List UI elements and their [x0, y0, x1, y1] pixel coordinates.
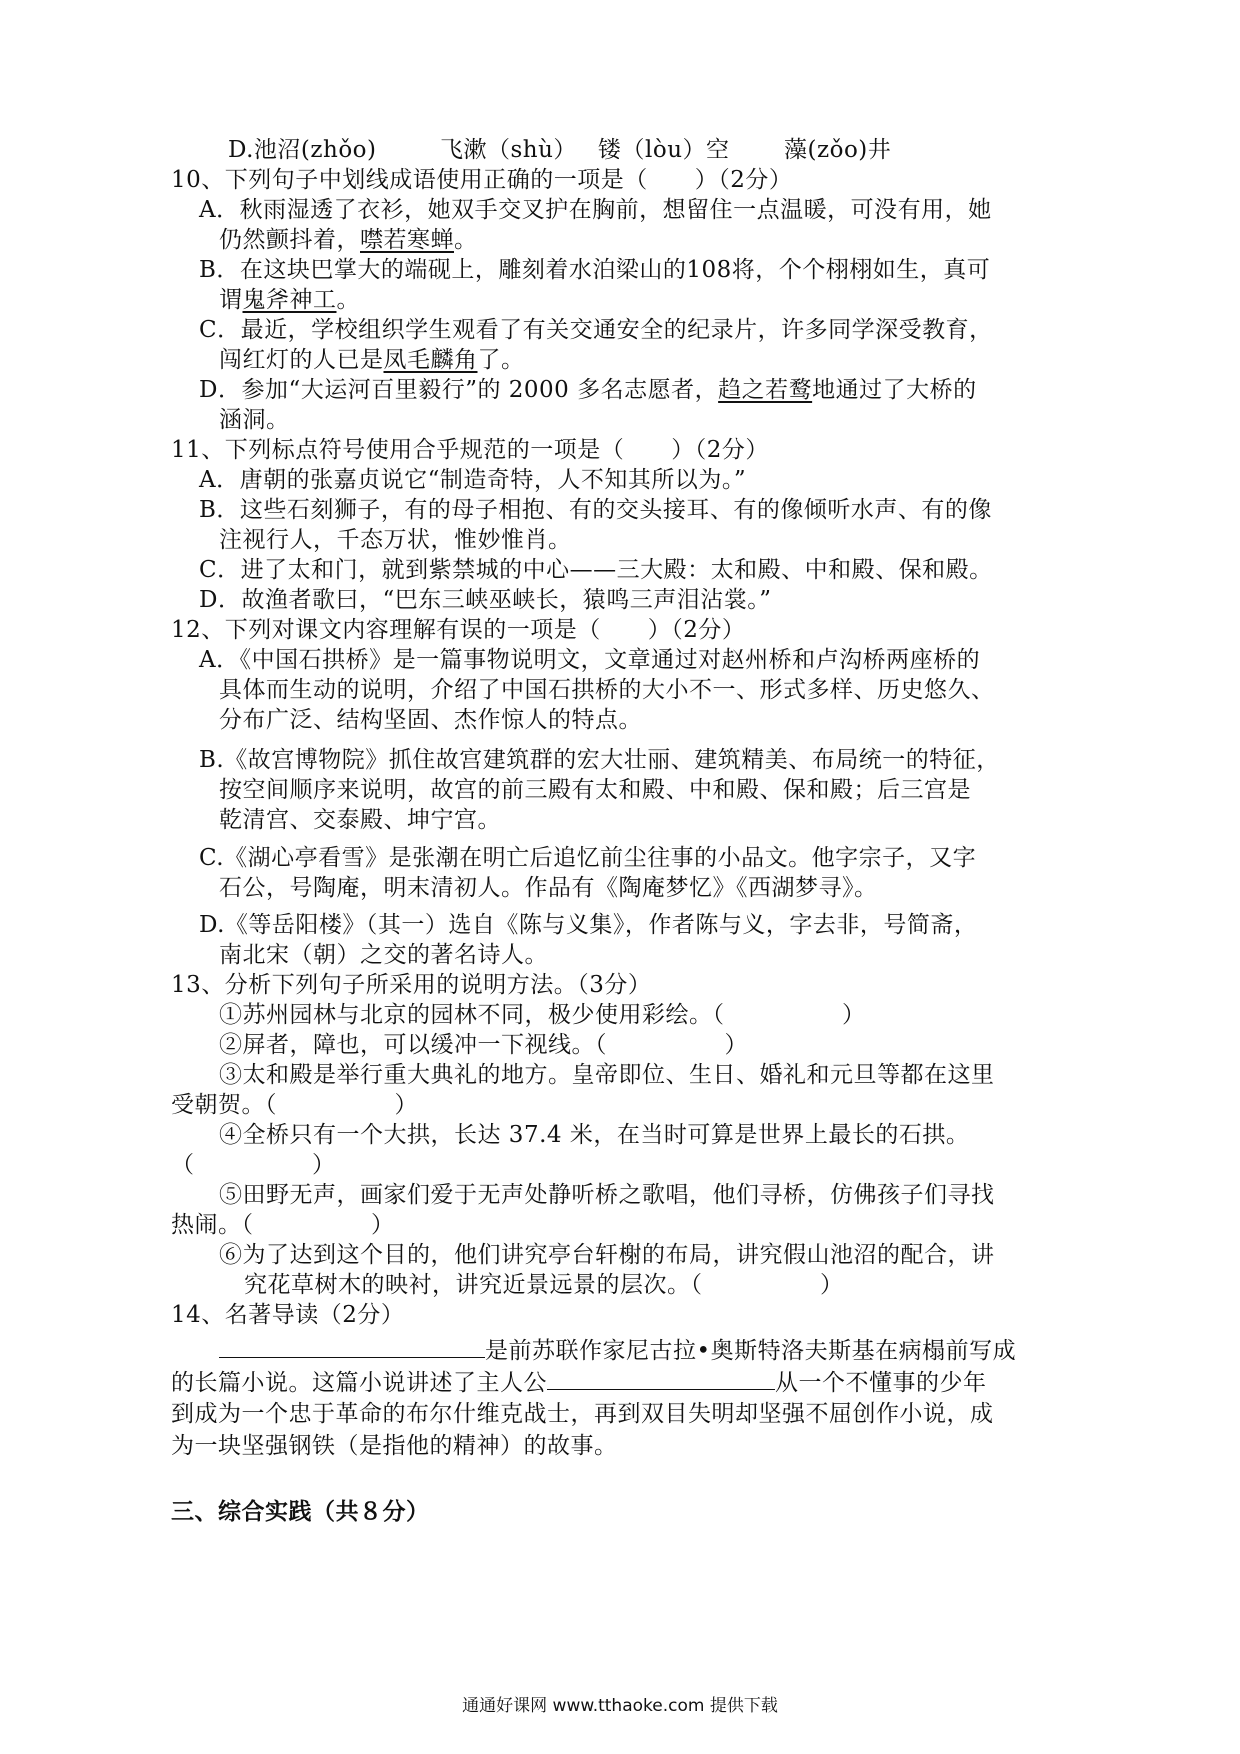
q13-sentence-5-cont: 热闹。（ ）: [171, 1212, 395, 1238]
q12-stem: 12、下列对课文内容理解有误的一项是（ ）（2分）: [171, 617, 746, 643]
q13-sentence-1: ①苏州园林与北京的园林不同，极少使用彩绘。（ ）: [219, 1002, 866, 1028]
q10-option-a-cont: 仍然颤抖着，噤若寒蝉。: [219, 227, 478, 253]
q14-line-1: 是前苏联作家尼古拉•奥斯特洛夫斯基在病榻前写成: [219, 1335, 1016, 1366]
q10-option-b: B．在这块巴掌大的端砚上，雕刻着水泊梁山的108将，个个栩栩如生，真可: [199, 257, 991, 283]
q10-option-c: C．最近，学校组织学生观看了有关交通安全的纪录片，许多同学深受教育，: [199, 317, 993, 343]
q13-stem: 13、分析下列句子所采用的说明方法。（3分）: [171, 972, 652, 998]
q12-option-a: A．《中国石拱桥》是一篇事物说明文，文章通过对赵州桥和卢沟桥两座桥的: [199, 647, 981, 673]
q11-stem: 11、下列标点符号使用合乎规范的一项是（ ）（2分）: [171, 437, 769, 463]
q10-c-idiom: 凤毛麟角: [383, 347, 478, 373]
q12-option-d: D.《等岳阳楼》（其一）选自《陈与义集》，作者陈与义，字去非，号简斋，: [199, 912, 978, 938]
q10-stem: 10、下列句子中划线成语使用正确的一项是（ ）（2分）: [171, 167, 793, 193]
q11-option-a: A．唐朝的张嘉贞说它“制造奇特，人不知其所以为。”: [199, 467, 747, 493]
q11-option-b-cont: 注视行人，千态万状，惟妙惟肖。: [219, 527, 572, 553]
q9-d-term-4: 藻(zǒo)井: [784, 137, 892, 163]
q10-option-d-cont: 涵洞。: [219, 407, 290, 433]
q12-option-b: B.《故宫博物院》抓住故宫建筑群的宏大壮丽、建筑精美、布局统一的特征，: [199, 747, 1000, 773]
q13-sentence-4-cont: （ ）: [171, 1152, 336, 1178]
q14-stem: 14、名著导读（2分）: [171, 1302, 405, 1328]
q12-option-c: C.《湖心亭看雪》是张潮在明亡后追忆前尘往事的小品文。他字宗子，又字: [199, 845, 977, 871]
q14-blank-1[interactable]: [219, 1335, 485, 1358]
q10-option-c-cont: 闯红灯的人已是凤毛麟角了。: [219, 347, 525, 373]
q12-option-b-cont-2: 乾清宫、交泰殿、坤宁宫。: [219, 807, 501, 833]
q12-option-d-cont: 南北宋（朝）之交的著名诗人。: [219, 942, 548, 968]
q11-option-b: B．这些石刻狮子，有的母子相抱、有的交头接耳、有的像倾听水声、有的像: [199, 497, 992, 523]
q14-line-3: 到成为一个忠于革命的布尔什维克战士，再到双目失明却坚强不屈创作小说，成: [171, 1401, 994, 1427]
q11-option-c: C．进了太和门，就到紫禁城的中心——三大殿：太和殿、中和殿、保和殿。: [199, 557, 993, 583]
q12-option-b-cont-1: 按空间顺序来说明，故宫的前三殿有太和殿、中和殿、保和殿；后三宫是: [219, 777, 971, 803]
q13-sentence-3-cont: 受朝贺。（ ）: [171, 1092, 418, 1118]
q14-line-4: 为一块坚强钢铁（是指他的精神）的故事。: [171, 1433, 618, 1459]
q10-option-b-cont: 谓鬼斧神工。: [219, 287, 360, 313]
q11-option-d: D．故渔者歌曰，“巴东三峡巫峡长，猿鸣三声泪沾裳。”: [199, 587, 772, 613]
q10-option-d: D．参加“大运河百里毅行”的 2000 多名志愿者，趋之若鹜地通过了大桥的: [199, 377, 977, 403]
q12-option-c-cont: 石公，号陶庵，明末清初人。作品有《陶庵梦忆》《西湖梦寻》。: [219, 875, 878, 901]
q9-d-term-1: D.池沼(zhǒo): [228, 137, 377, 163]
q10-b-idiom: 鬼斧神工: [242, 287, 337, 313]
q9-d-term-2: 飞漱（shù）: [440, 137, 577, 163]
page-footer: 通通好课网 www.tthaoke.com 提供下载: [462, 1696, 778, 1716]
q10-a-idiom: 噤若寒蝉: [360, 227, 454, 253]
q13-sentence-2: ②屏者，障也，可以缓冲一下视线。（ ）: [219, 1032, 748, 1058]
q9-d-term-3: 镂（lòu）空: [598, 137, 730, 163]
q13-sentence-5: ⑤田野无声，画家们爱于无声处静听桥之歌唱，他们寻桥，仿佛孩子们寻找: [219, 1182, 995, 1208]
q14-blank-2[interactable]: [547, 1367, 775, 1390]
q12-option-a-cont-2: 分布广泛、结构坚固、杰作惊人的特点。: [219, 707, 642, 733]
q14-line-2: 的长篇小说。这篇小说讲述了主人公 从一个不懂事的少年: [171, 1367, 987, 1398]
q13-sentence-6-cont: 究花草树木的映衬，讲究近景远景的层次。（ ）: [244, 1272, 844, 1298]
q12-option-a-cont-1: 具体而生动的说明，介绍了中国石拱桥的大小不一、形式多样、历史悠久、: [219, 677, 995, 703]
section-3-heading: 三、综合实践（共８分）: [171, 1498, 430, 1525]
q10-option-a: A．秋雨湿透了衣衫，她双手交叉护在胸前，想留住一点温暖，可没有用，她: [199, 197, 992, 223]
q13-sentence-4: ④全桥只有一个大拱，长达 37.4 米，在当时可算是世界上最长的石拱。: [219, 1122, 970, 1148]
q13-sentence-6: ⑥为了达到这个目的，他们讲究亭台轩榭的布局，讲究假山池沼的配合，讲: [219, 1242, 995, 1268]
q9-option-d: [228, 135, 892, 165]
q13-sentence-3: ③太和殿是举行重大典礼的地方。皇帝即位、生日、婚礼和元旦等都在这里: [219, 1062, 995, 1088]
q10-d-idiom: 趋之若鹜: [718, 377, 813, 403]
